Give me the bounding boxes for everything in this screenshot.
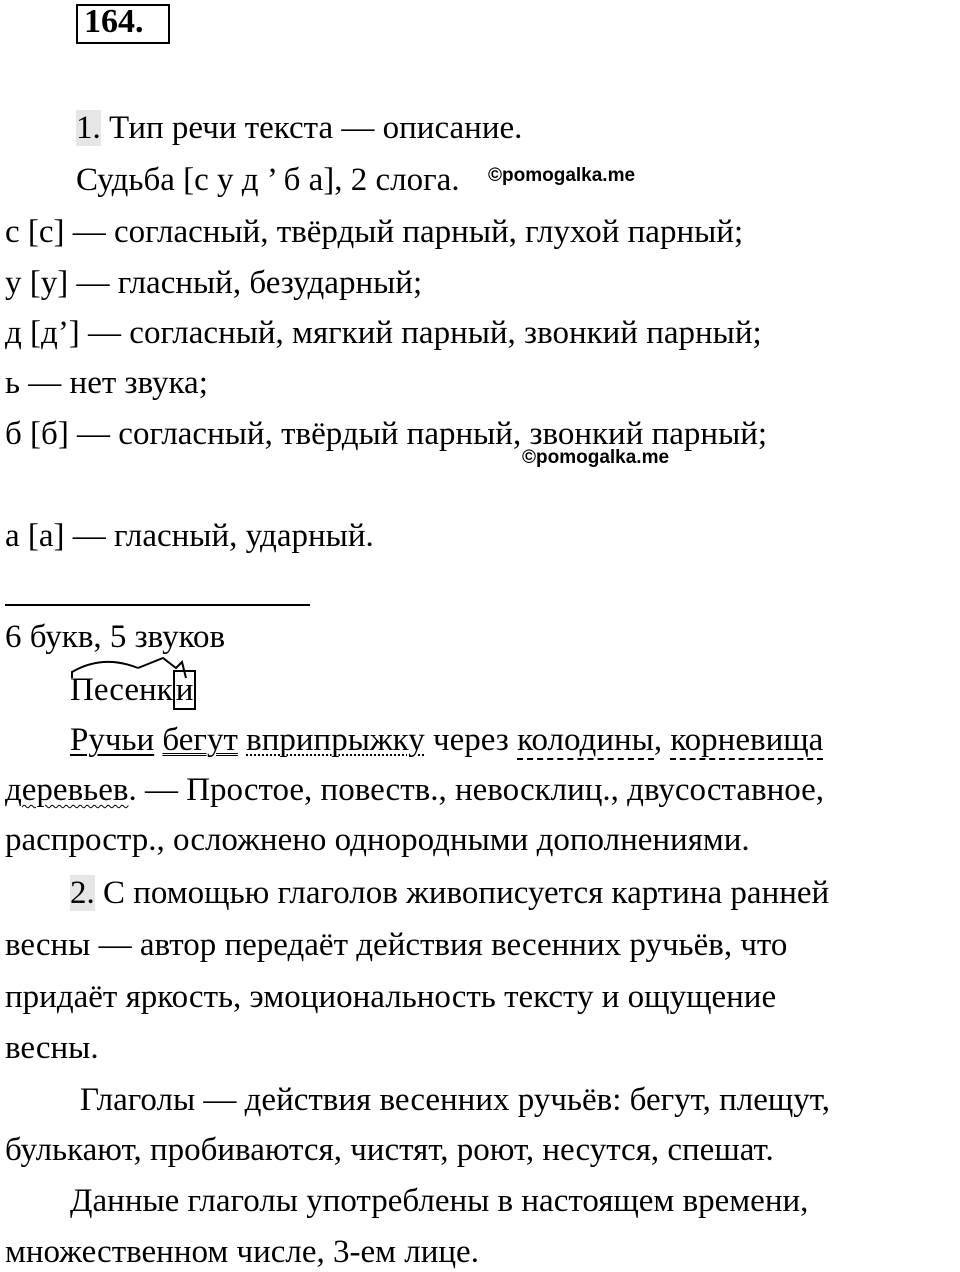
adverbial: вприпрыжку [246, 722, 425, 758]
paragraph-2-line-4: весны. [5, 1030, 99, 1066]
paragraph-3-line-1: Глаголы — действия весенних ручьёв: бегут, плещут, [80, 1082, 830, 1118]
word-root: Песенк [70, 672, 173, 708]
phonetic-line-4: ь — нет звука; [5, 365, 208, 401]
predicate: бегут [162, 722, 238, 758]
word-ending: и [173, 670, 197, 710]
sentence-line-3: распростр., осложнено однородными дополнениями. [5, 822, 750, 858]
paragraph-4-line-1: Данные глаголы употреблены в настоящем времени, [70, 1183, 809, 1219]
phonetic-line-3: д [д’] — согласный, мягкий парный, звонкий парный; [5, 315, 762, 351]
paragraph-2-line-2: весны — автор передаёт действия весенних ручьёв, что [5, 927, 788, 963]
paragraph-marker-2: 2. [70, 875, 95, 911]
paragraph-marker-1: 1. [76, 110, 101, 146]
paragraph-2-line-1: 2. С помощью глаголов живописуется картина ранней [70, 875, 830, 911]
attribute: деревьев [5, 772, 129, 808]
divider-line [5, 604, 310, 606]
phonetic-line-2: у [у] — гласный, безударный; [5, 265, 423, 301]
phonetic-line-5: б [б] — согласный, твёрдый парный, звонкий парный; [5, 416, 768, 452]
word-transcription: Судьба [с у д ’ б а], 2 слога. [76, 162, 460, 198]
phonetic-line-1: с [с] — согласный, твёрдый парный, глухой парный; [5, 214, 744, 250]
paragraph-3-line-2: булькают, пробиваются, чистят, роют, несутся, спешат. [5, 1132, 774, 1168]
paragraph-2-line-3: придаёт яркость, эмоциональность тексту и ощущение [5, 979, 777, 1015]
object-2: корневища [670, 722, 824, 758]
watermark-2: ©pomogalka.me [522, 447, 670, 468]
task-number: 164. [84, 3, 144, 40]
root-mark [138, 658, 186, 678]
paragraph-1: 1. Тип речи текста — описание. [76, 110, 523, 146]
paragraph-4-line-2: множественном числе, 3-ем лице. [5, 1234, 479, 1270]
letter-sound-count: 6 букв, 5 звуков [5, 619, 226, 655]
sentence-line-2: деревьев. — Простое, повеств., невосклиц., двусоставное, [5, 772, 825, 808]
phonetic-line-6: а [а] — гласный, ударный. [5, 518, 374, 554]
watermark-1: ©pomogalka.me [488, 165, 636, 186]
object-1: колодины [517, 722, 654, 758]
root-arc [72, 662, 138, 678]
sentence-line-1: Ручьи бегут вприпрыжку через колодины, корневища [70, 722, 824, 758]
subject: Ручьи [70, 722, 155, 758]
morpheme-marks [68, 656, 208, 680]
